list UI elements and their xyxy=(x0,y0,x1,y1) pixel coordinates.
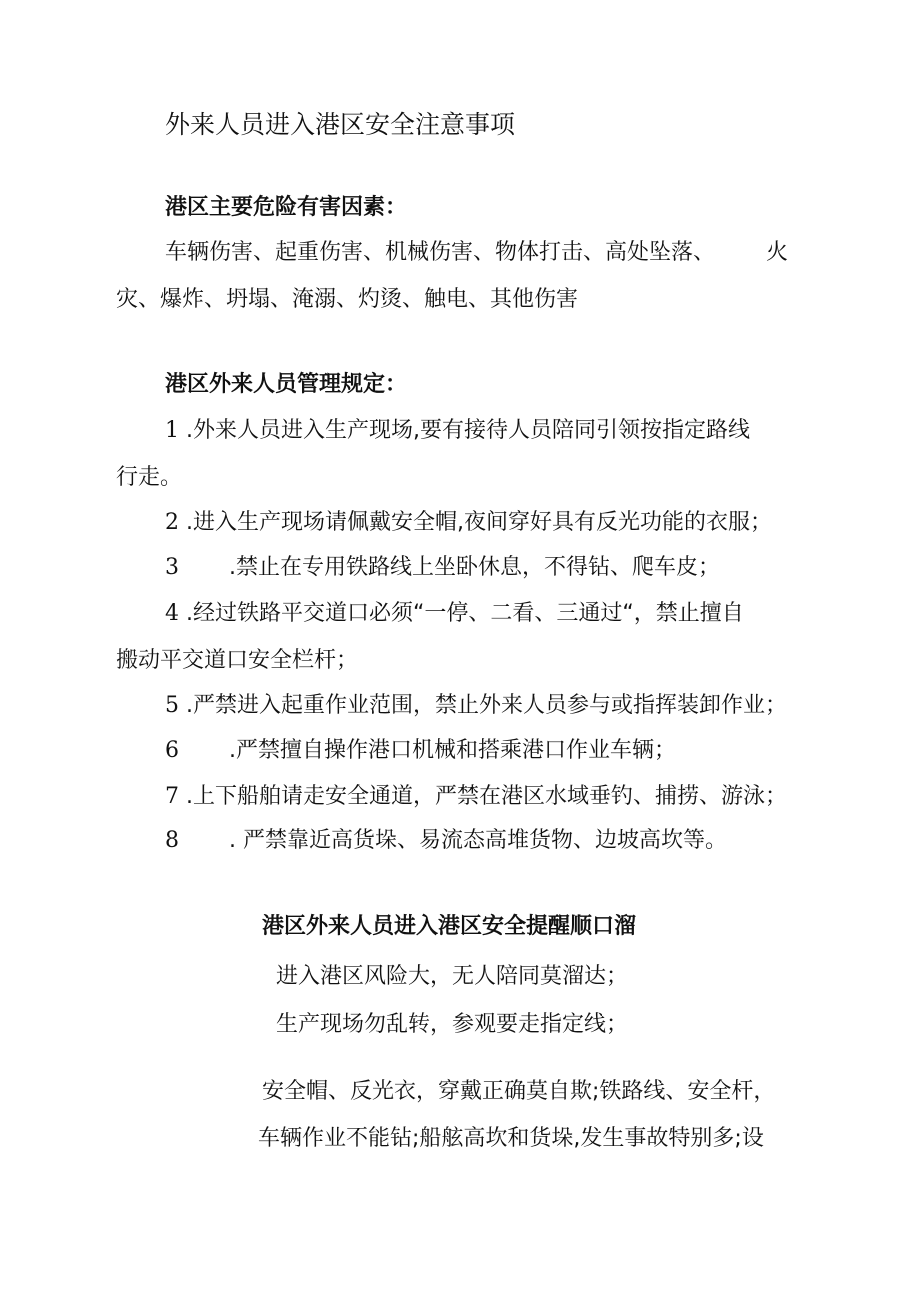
rule-number: 4 xyxy=(165,601,179,626)
rule-number: 5 xyxy=(165,693,179,718)
rule-item-4 xyxy=(165,599,744,629)
rule-number: 2 xyxy=(165,510,179,535)
rule-item-1 xyxy=(165,416,750,446)
rule-item-3 xyxy=(165,553,720,583)
document-title: 外来人员进入港区安全注意事项 xyxy=(165,110,516,139)
rule-item-2 xyxy=(165,508,772,538)
rule-number: 7 xyxy=(165,784,179,809)
rule-text: .严禁进入起重作业范围，禁止外来人员参与或指挥装卸作业； xyxy=(186,693,787,718)
rule-text: .进入生产现场请佩戴安全帽,夜间穿好具有反光功能的衣服； xyxy=(186,510,772,535)
rule-text: .严禁擅自操作港口机械和搭乘港口作业车辆； xyxy=(229,738,676,763)
rule-item-4-continuation: 搬动平交道口安全栏杆； xyxy=(116,648,359,673)
rule-text: . 严禁靠近高货垛、易流态高堆货物、边坡高坎等。 xyxy=(229,828,727,853)
rhyme-line-1: 进入港区风险大，无人陪同莫溜达； xyxy=(276,964,629,989)
rule-number: 8 xyxy=(165,828,179,853)
rhyme-line-3: 安全帽、反光衣，穿戴正确莫自欺;铁路线、安全杆， xyxy=(262,1079,776,1104)
rule-number: 3 xyxy=(165,555,179,580)
rhyme-line-4: 车辆作业不能钻;船舷高坎和货垛,发生事故特别多;设 xyxy=(258,1126,764,1151)
rule-item-1-continuation: 行走。 xyxy=(116,465,183,490)
rule-item-7 xyxy=(165,782,787,812)
rule-item-5 xyxy=(165,691,787,721)
rules-heading: 港区外来人员管理规定： xyxy=(165,372,408,397)
rule-text: .外来人员进入生产现场,要有接待人员陪同引领按指定路线 xyxy=(186,418,750,443)
hazards-heading: 港区主要危险有害因素： xyxy=(165,195,408,220)
rule-text: .经过铁路平交道口必须“一停、二看、三通过“，禁止擅自 xyxy=(186,601,744,626)
hazards-line-1-text: 车辆伤害、起重伤害、机械伤害、物体打击、高处坠落、 xyxy=(165,240,716,265)
hazards-line-1-end: 火 xyxy=(766,240,789,265)
hazards-line-2: 灾、爆炸、坍塌、淹溺、灼烫、触电、其他伤害 xyxy=(116,287,579,312)
rule-number: 6 xyxy=(165,738,179,763)
rhyme-line-2: 生产现场勿乱转，参观要走指定线； xyxy=(276,1012,629,1037)
hazards-line-1 xyxy=(165,238,715,268)
rule-item-8 xyxy=(165,826,727,856)
rule-number: 1 xyxy=(165,418,179,443)
rhyme-heading: 港区外来人员进入港区安全提醒顺口溜 xyxy=(262,914,637,939)
rule-item-6 xyxy=(165,736,676,766)
rule-text: .上下船舶请走安全通道，严禁在港区水域垂钓、捕捞、游泳； xyxy=(186,784,787,809)
rule-text: .禁止在专用铁路线上坐卧休息，不得钻、爬车皮； xyxy=(229,555,720,580)
